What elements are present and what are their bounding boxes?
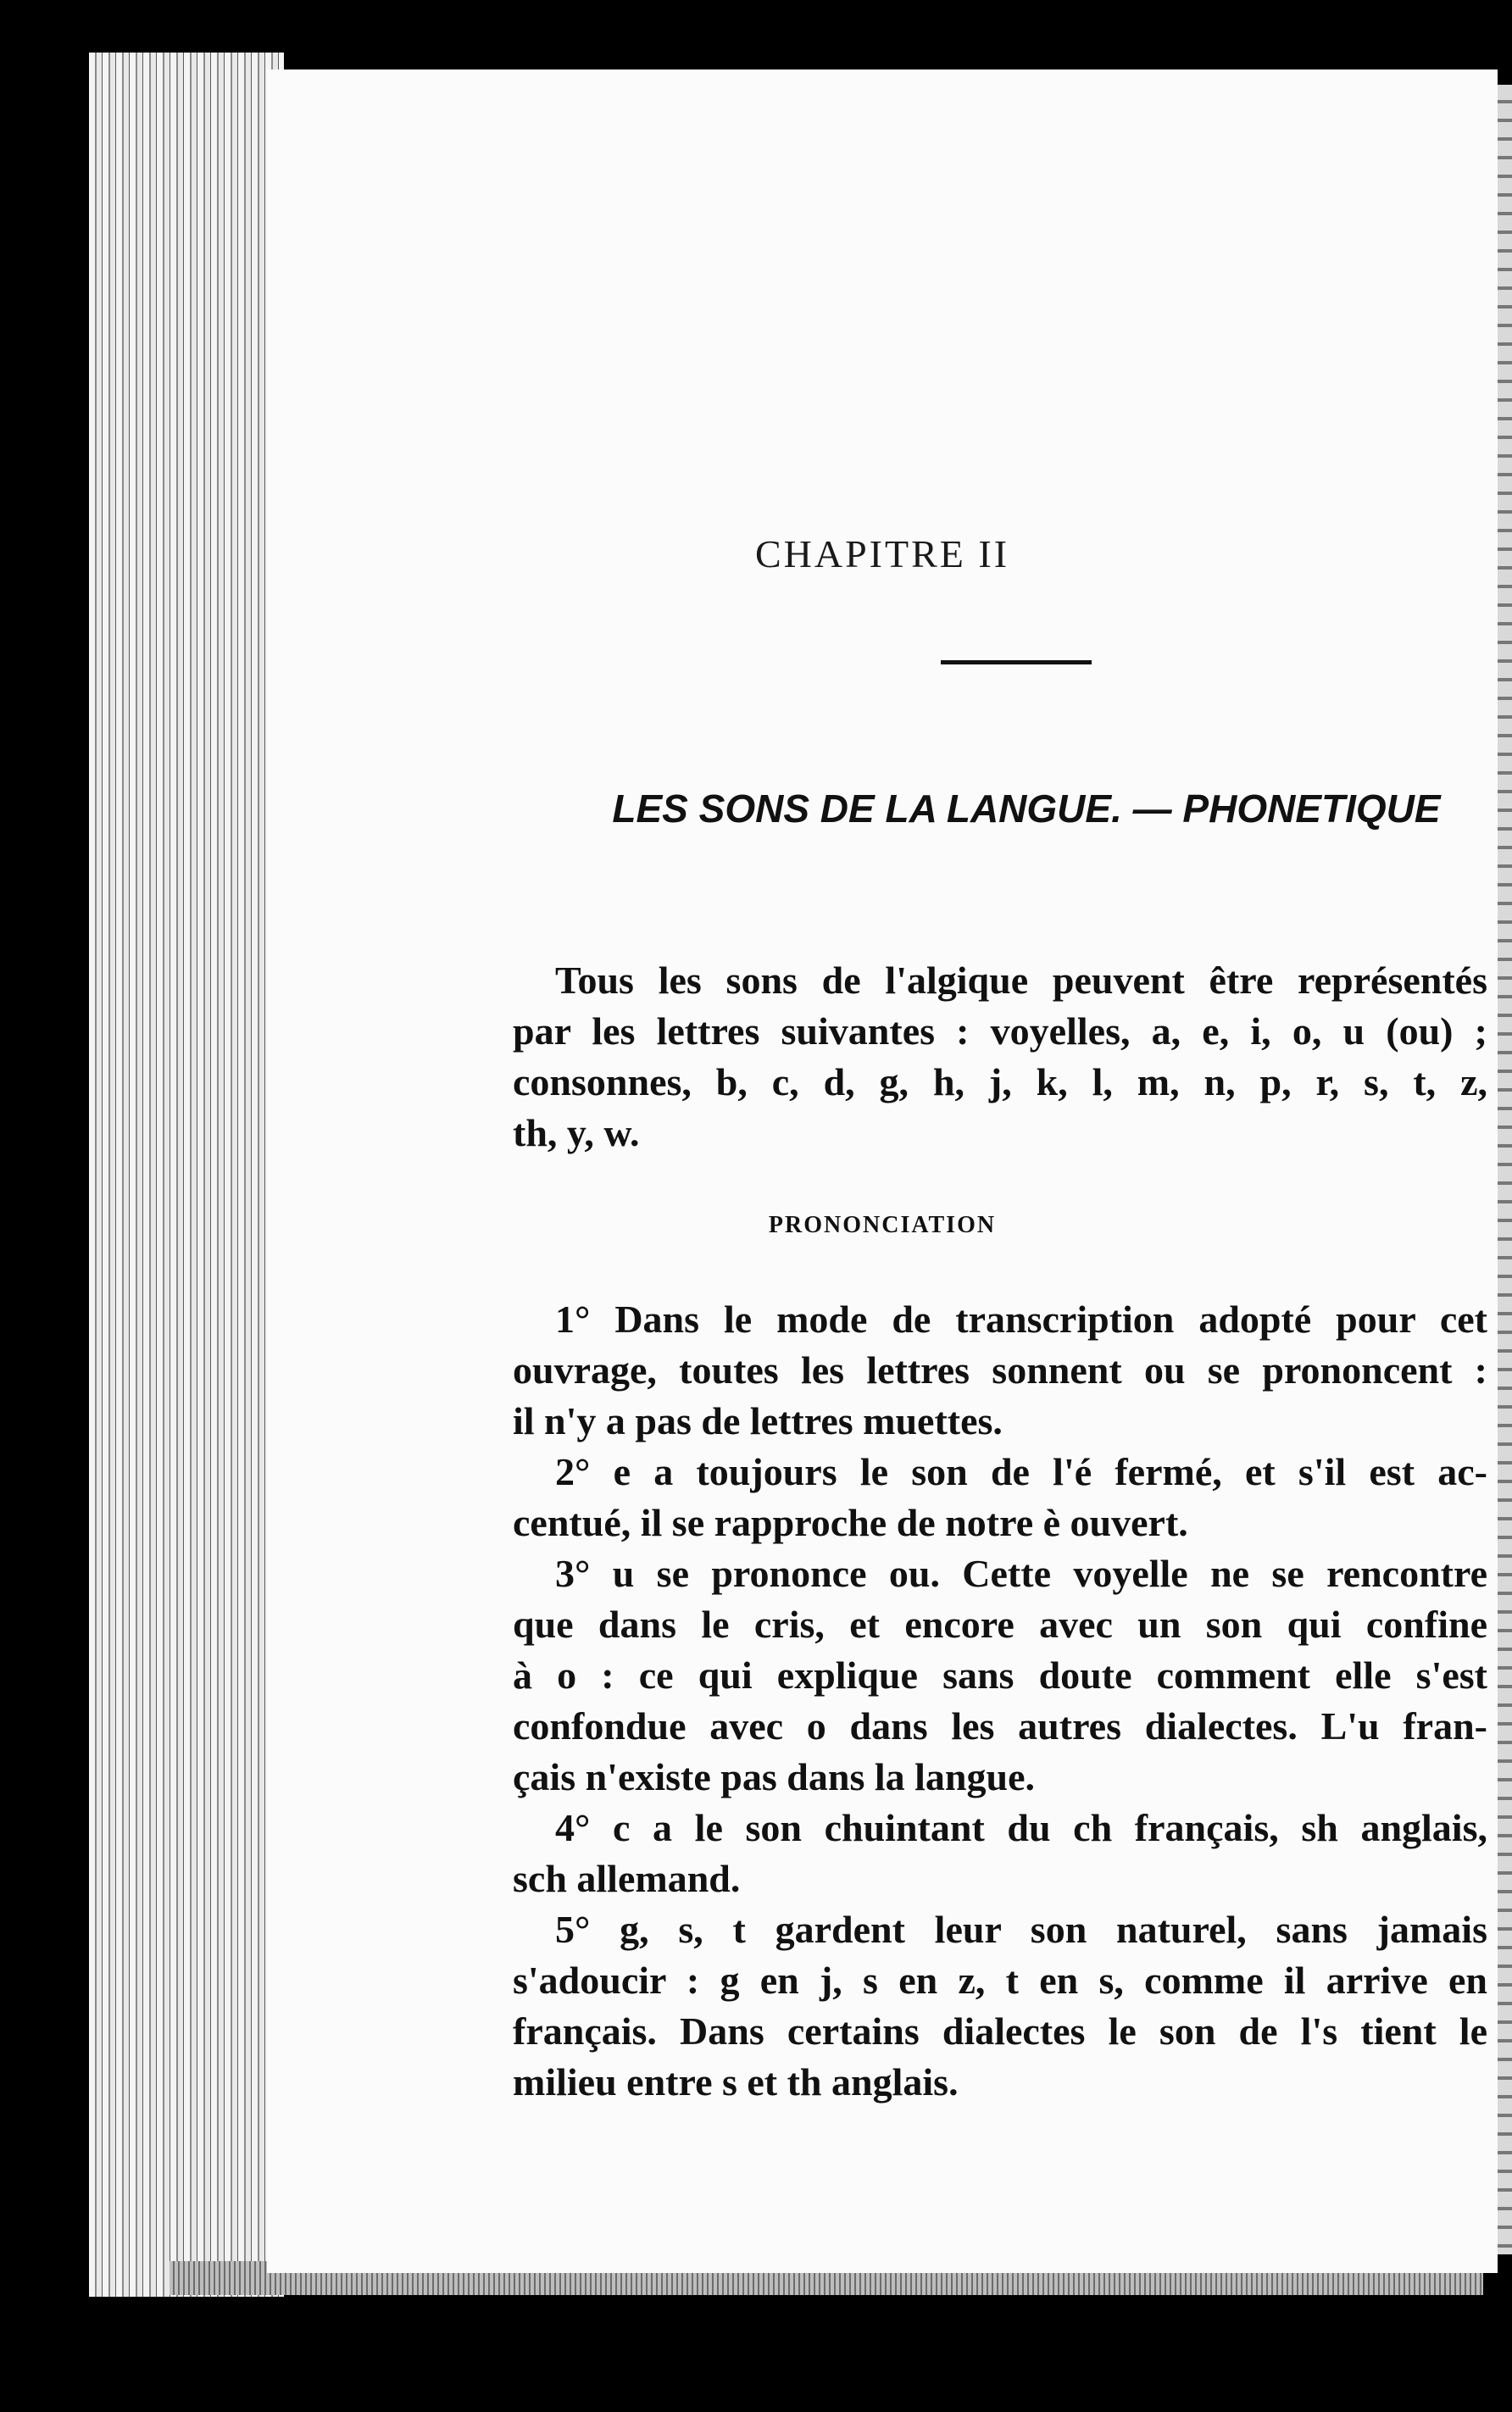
intro-paragraph — [513, 955, 1487, 1159]
text-line: consonnes, b, c, d, g, h, j, k, l, m, n, p, r, s, t, z, — [513, 1060, 1487, 1103]
heading-rule — [941, 660, 1092, 664]
text-line: que dans le cris, et encore avec un son qui confine — [513, 1603, 1487, 1646]
pronunciation-rules — [513, 1294, 1487, 2108]
text-line: confondue avec o dans les autres dialectes. L'u fran- — [513, 1704, 1487, 1748]
text-line: 4° c a le son chuintant du ch français, sh anglais, — [555, 1806, 1487, 1849]
text-line: par les lettres suivantes : voyelles, a, e, i, o, u (ou) ; — [513, 1009, 1487, 1053]
text-line: à o : ce qui explique sans doute comment elle s'est — [513, 1653, 1487, 1697]
text-line: milieu entre s et th anglais. — [513, 2060, 959, 2104]
text-line: s'adoucir : g en j, s en z, t en s, comme il arrive en — [513, 1959, 1487, 2002]
text-line: français. Dans certains dialectes le son de l's tient le — [513, 2009, 1487, 2053]
text-line: th, y, w. — [513, 1111, 640, 1154]
text-line: ouvrage, toutes les lettres sonnent ou se prononcent : — [513, 1348, 1487, 1392]
text-line: 5° g, s, t gardent leur son naturel, sans jamais — [555, 1908, 1487, 1951]
text-line: il n'y a pas de lettres muettes. — [513, 1399, 1003, 1442]
subsection-heading: PRONONCIATION — [768, 1212, 997, 1238]
text-line: sch allemand. — [513, 1857, 741, 1900]
text-line: 3° u se prononce ou. Cette voyelle ne se rencontre — [555, 1552, 1487, 1595]
chapter-heading: CHAPITRE II — [754, 532, 1010, 575]
text-line: çais n'existe pas dans la langue. — [513, 1755, 1035, 1798]
text-line: 1° Dans le mode de transcription adopté pour cet — [555, 1298, 1487, 1341]
text-line: centué, il se rapproche de notre è ouvert. — [513, 1501, 1188, 1544]
book-page — [267, 69, 1498, 2273]
text-line: Tous les sons de l'algique peuvent être représentés — [555, 959, 1487, 1002]
text-line: 2° e a toujours le son de l'é fermé, et s'il est ac- — [555, 1450, 1487, 1493]
page-edges-left — [89, 53, 284, 2297]
section-title: LES SONS DE LA LANGUE. — PHONETIQUE — [612, 786, 1441, 831]
